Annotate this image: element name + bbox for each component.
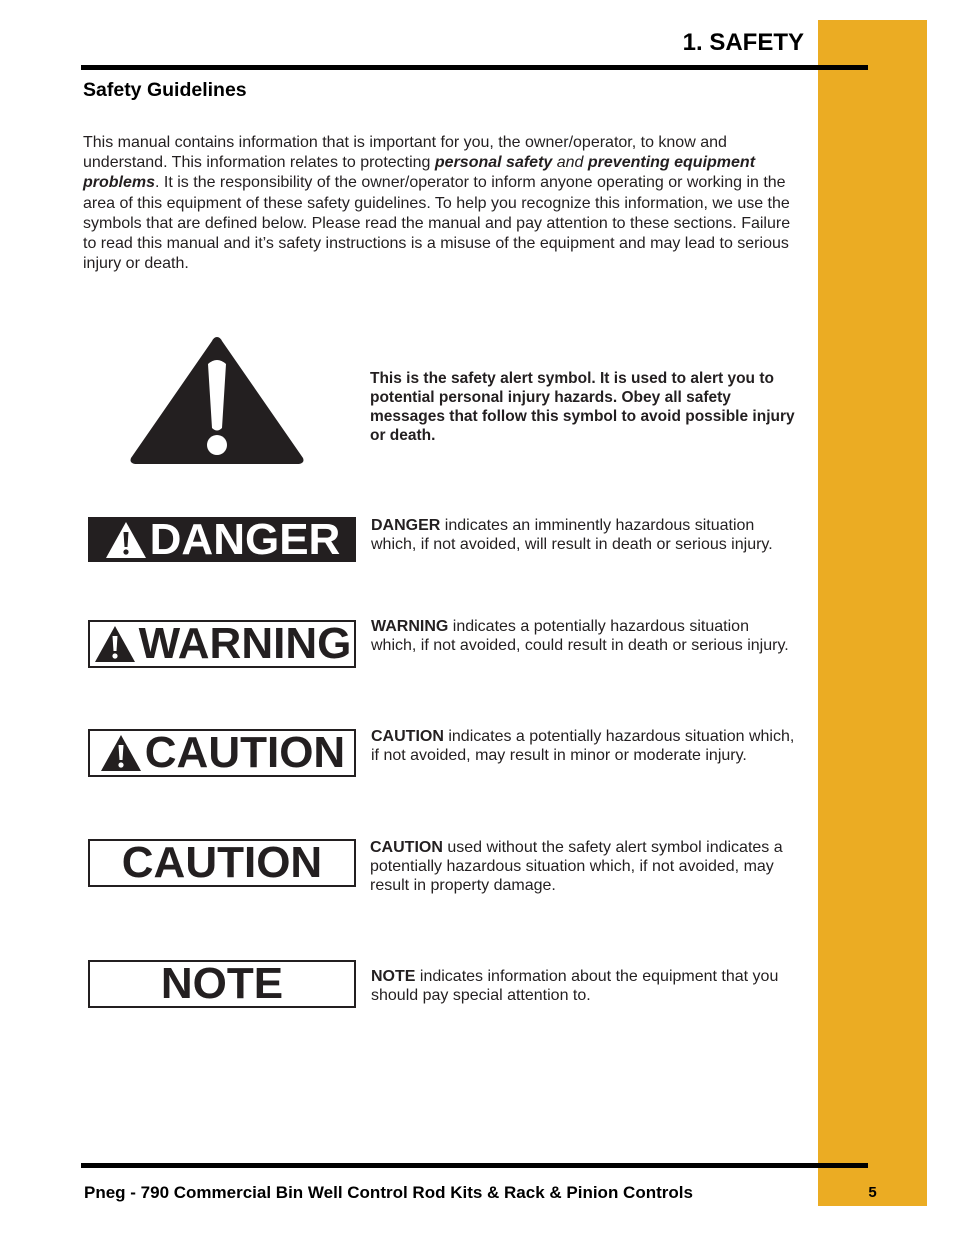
intro-emphasis-2: preventing equipment problems xyxy=(83,154,756,192)
intro-text-and: and xyxy=(552,154,588,172)
warning-description xyxy=(371,617,796,655)
section-title: 1. SAFETY xyxy=(682,29,804,56)
warning-triangle-icon xyxy=(93,624,137,664)
page-number: 5 xyxy=(868,1184,877,1201)
danger-description xyxy=(371,516,796,554)
note-desc-text: indicates information about the equipment that you should pay special attention to. xyxy=(371,968,779,1005)
caution-plain-sign-label: CAUTION xyxy=(121,838,323,887)
intro-text-1: This manual contains information that is important for you, the owner/operator, to know and understand. This information relates to protecting xyxy=(83,134,727,172)
warning-triangle-icon xyxy=(99,733,143,773)
caution-sign-label: CAUTION xyxy=(144,728,346,777)
warning-sign-label: WARNING xyxy=(138,619,352,668)
safety-alert-icon xyxy=(128,334,306,466)
danger-desc-text: indicates an imminently hazardous situation which, if not avoided, will result in death or serious injury. xyxy=(371,517,773,554)
warning-sign xyxy=(88,620,356,668)
intro-paragraph xyxy=(83,133,805,274)
caution-sign-with-symbol xyxy=(88,729,356,777)
header-rule xyxy=(81,65,868,70)
intro-text-2: . It is the responsibility of the owner/operator to inform anyone operating or working in the area of this equipment of these safety guidelines. To help you recognize this information, we use the symbols that are defined below. Please read the manual and pay attention to these sections. Failure to read this manual and it’s safety instructions is a misuse of the equipment and may lead to serious injury or death. xyxy=(83,174,791,273)
warning-desc-text: indicates a potentially hazardous situation which, if not avoided, could result in death or serious injury. xyxy=(371,618,789,655)
note-term: NOTE xyxy=(371,968,416,985)
warning-triangle-icon xyxy=(104,520,148,560)
caution-plain-term: CAUTION xyxy=(370,839,443,856)
danger-sign xyxy=(88,514,356,564)
footer-rule xyxy=(81,1163,868,1168)
caution-desc-text: indicates a potentially hazardous situation which, if not avoided, may result in minor or moderate injury. xyxy=(371,728,795,765)
caution-plain-description xyxy=(370,838,795,896)
note-sign-label: NOTE xyxy=(160,959,284,1008)
caution-sign-without-symbol xyxy=(88,839,356,887)
alert-symbol-description: This is the safety alert symbol. It is used to alert you to potential personal injury hazards. Obey all safety messages that follow this symbol to avoid possible injury or death. xyxy=(370,370,795,444)
danger-sign-label: DANGER xyxy=(149,514,341,564)
intro-emphasis-1: personal safety xyxy=(434,154,553,172)
caution-term: CAUTION xyxy=(371,728,444,745)
note-sign xyxy=(88,960,356,1008)
caution-plain-desc-text: used without the safety alert symbol indicates a potentially hazardous situation which, if not avoided, may result in property damage. xyxy=(370,839,783,895)
page-heading: Safety Guidelines xyxy=(83,79,247,101)
side-color-bar xyxy=(818,20,927,1206)
caution-description xyxy=(371,727,796,765)
warning-term: WARNING xyxy=(371,618,449,635)
note-description xyxy=(371,967,796,1005)
footer-title: Pneg - 790 Commercial Bin Well Control Rod Kits & Rack & Pinion Controls xyxy=(84,1183,693,1202)
danger-term: DANGER xyxy=(371,517,441,534)
